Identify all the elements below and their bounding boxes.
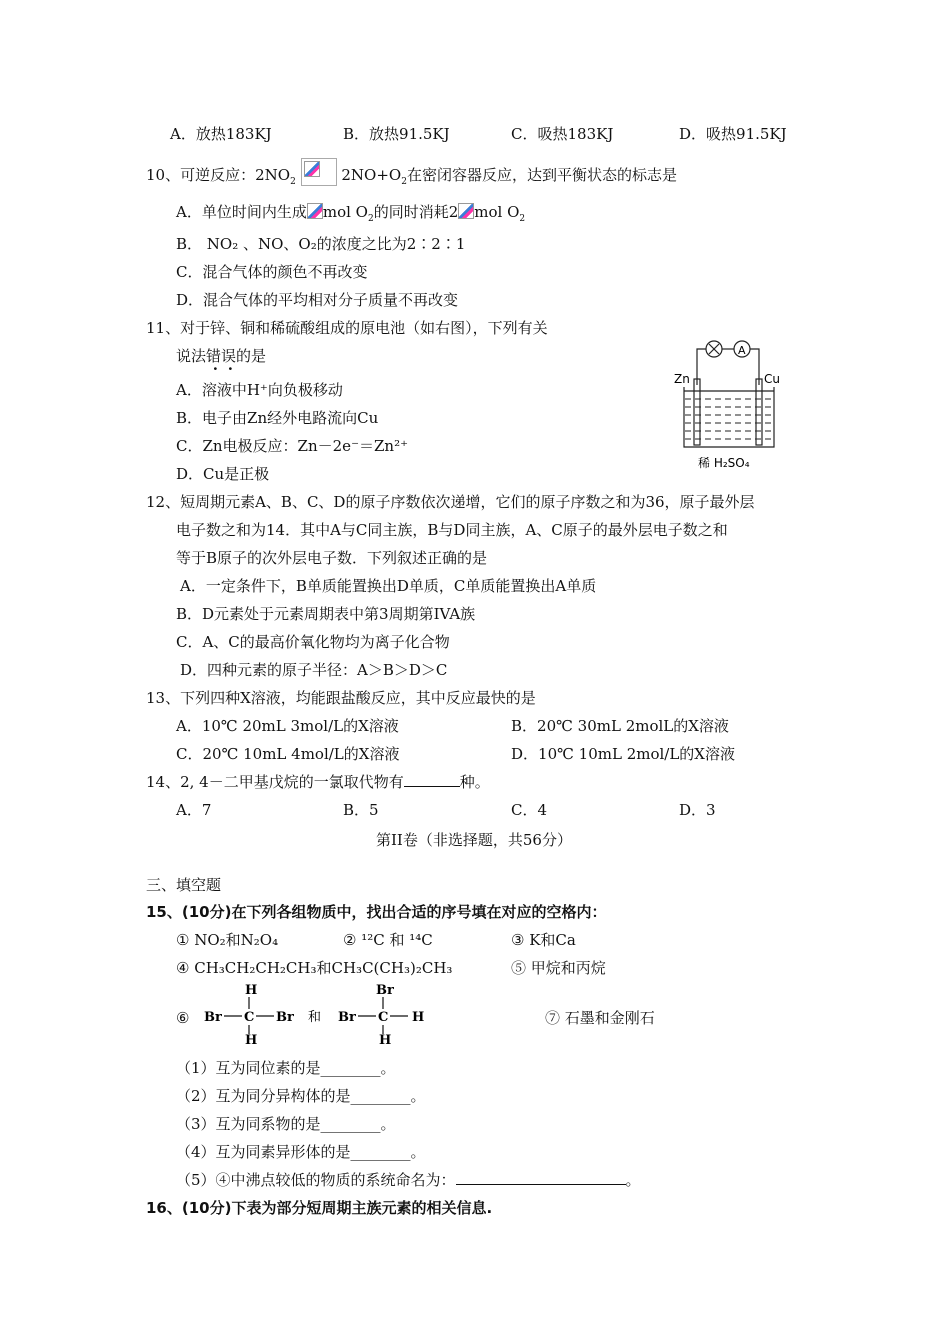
q15-item-2: ② ¹²C 和 ¹⁴C <box>343 931 433 949</box>
svg-text:和: 和 <box>308 1010 322 1025</box>
q11-option-c: C．Zn电极反应：Zn－2e⁻＝Zn²⁺ <box>176 437 408 455</box>
q12-stem-line1: 12、短周期元素A、B、C、D的原子序数依次递增，它们的原子序数之和为36，原子最外层 <box>146 493 755 511</box>
q15-item-4: ④ CH₃CH₂CH₂CH₃和CH₃C(CH₃)₂CH₃ <box>176 959 453 977</box>
broken-image-icon <box>458 203 474 219</box>
q15-sub-1: （1）互为同位素的是________。 <box>176 1059 396 1077</box>
svg-text:C: C <box>244 1010 255 1025</box>
q15-item-1: ① NO₂和N₂O₄ <box>176 931 279 949</box>
svg-text:Br: Br <box>338 1010 356 1025</box>
q13-stem: 13、下列四种X溶液，均能跟盐酸反应，其中反应最快的是 <box>146 689 536 707</box>
q11-option-b: B．电子由Zn经外电路流向Cu <box>176 409 379 427</box>
q10-option-b: B． NO₂ 、NO、O₂的浓度之比为2∶2∶1 <box>176 235 466 253</box>
q10-option-c: C．混合气体的颜色不再改变 <box>176 263 368 281</box>
q11-stem-line1: 11、对于锌、铜和稀硫酸组成的原电池（如右图），下列有关 <box>146 319 548 337</box>
dibromomethane-structures <box>200 982 440 1048</box>
q15-sub-2: （2）互为同分异构体的是________。 <box>176 1087 426 1105</box>
section-ii-heading: 第II卷（非选择题，共56分） <box>376 831 572 849</box>
q14-option-c: C．4 <box>511 801 548 819</box>
svg-text:Br: Br <box>276 1010 294 1025</box>
broken-image-icon <box>307 203 323 219</box>
electrolyte-label: 稀 H₂SO₄ <box>698 456 750 470</box>
q15-item-3: ③ K和Ca <box>511 931 576 949</box>
section-three-heading: 三、填空题 <box>146 876 222 894</box>
q15-sub-3: （3）互为同系物的是________。 <box>176 1115 396 1133</box>
q14-option-a: A．7 <box>176 801 212 819</box>
q15-item-7: ⑦ 石墨和金刚石 <box>545 1009 655 1027</box>
q10-option-d: D．混合气体的平均相对分子质量不再改变 <box>176 291 459 309</box>
q9-option-d: D．吸热91.5KJ <box>679 125 787 143</box>
svg-text:Br: Br <box>204 1010 222 1025</box>
q14-stem: 14、2, 4－二甲基戊烷的一氯取代物有 种。 <box>146 773 490 791</box>
q15-sub-5: （5）④中沸点较低的物质的系统命名为： 。 <box>176 1171 641 1189</box>
q15-item-6-number: ⑥ <box>176 1009 190 1027</box>
zinc-label: Zn <box>674 372 690 386</box>
svg-text:H: H <box>245 983 258 998</box>
q13-option-a: A．10℃ 20mL 3mol/L的X溶液 <box>176 717 399 735</box>
equilibrium-arrow-image <box>301 158 337 186</box>
q10-option-a: A．单位时间内生成 mol $O_2$的同时消耗2 mol $O_2$ <box>176 203 526 224</box>
q15-sub-4: （4）互为同素异形体的是________。 <box>176 1143 426 1161</box>
svg-text:A: A <box>738 344 746 357</box>
q16-stem: 16、(10分)下表为部分短周期主族元素的相关信息. <box>146 1199 493 1217</box>
q11-option-d: D．Cu是正极 <box>176 465 270 483</box>
q10-stem: 10、可逆反应：$2NO_2$ $2NO+O_2$在密闭容器反应，达到平衡状态的标志是 <box>146 158 677 192</box>
q13-option-c: C．20℃ 10mL 4mol/L的X溶液 <box>176 745 400 763</box>
svg-text:H: H <box>245 1033 258 1048</box>
q12-option-d: D．四种元素的原子半径：A＞B＞D＞C <box>180 661 448 679</box>
galvanic-cell-diagram <box>670 335 790 475</box>
q13-option-b: B．20℃ 30mL 2molL的X溶液 <box>511 717 729 735</box>
q14-option-d: D．3 <box>679 801 716 819</box>
q11-stem-line2: 说法错误的是 <box>176 347 267 365</box>
answer-blank <box>456 1170 626 1185</box>
q9-option-b: B．放热91.5KJ <box>343 125 450 143</box>
q13-option-d: D．10℃ 10mL 2mol/L的X溶液 <box>511 745 735 763</box>
q12-option-a: A．一定条件下，B单质能置换出D单质，C单质能置换出A单质 <box>180 577 597 595</box>
q15-stem: 15、(10分)在下列各组物质中，找出合适的序号填在对应的空格内： <box>146 903 607 921</box>
svg-text:H: H <box>379 1033 392 1048</box>
q12-stem-line3: 等于B原子的次外层电子数．下列叙述正确的是 <box>176 549 488 567</box>
q12-stem-line2: 电子数之和为14．其中A与C同主族，B与D同主族，A、C原子的最外层电子数之和 <box>176 521 728 539</box>
svg-text:H: H <box>412 1010 425 1025</box>
svg-text:C: C <box>378 1010 389 1025</box>
q9-option-c: C．吸热183KJ <box>511 125 614 143</box>
svg-text:Br: Br <box>376 983 394 998</box>
q12-option-b: B．D元素处于元素周期表中第3周期第IVA族 <box>176 605 476 623</box>
answer-blank <box>404 772 460 787</box>
q15-item-5: ⑤ 甲烷和丙烷 <box>511 959 606 977</box>
q9-option-a: A．放热183KJ <box>170 125 272 143</box>
copper-label: Cu <box>764 372 780 386</box>
q14-option-b: B．5 <box>343 801 379 819</box>
q11-option-a: A．溶液中H⁺向负极移动 <box>176 381 343 399</box>
broken-image-icon <box>304 161 320 177</box>
q12-option-c: C．A、C的最高价氧化物均为离子化合物 <box>176 633 450 651</box>
